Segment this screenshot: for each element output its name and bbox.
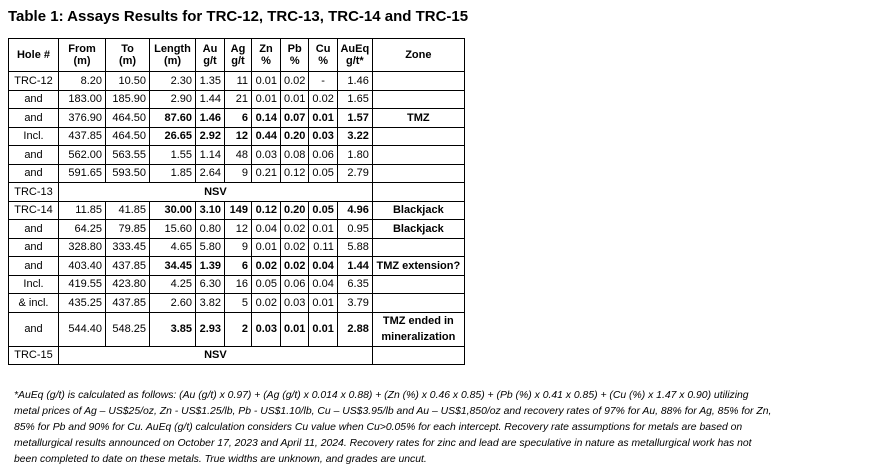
cu-cell: 0.05 [309, 164, 337, 183]
ag-cell: 21 [225, 90, 252, 109]
to-cell: 548.25 [106, 312, 150, 346]
length-cell: 2.30 [150, 72, 196, 91]
zone-cell: TMZ ended in mineralization [372, 312, 464, 346]
au-cell: 1.39 [196, 257, 225, 276]
zone-cell [372, 72, 464, 91]
to-cell: 41.85 [106, 201, 150, 220]
zone-cell [372, 275, 464, 294]
table-row [9, 127, 465, 146]
au-cell: 3.10 [196, 201, 225, 220]
hole-cell: TRC-12 [9, 72, 59, 91]
ag-cell: 6 [225, 109, 252, 128]
cu-cell: 0.03 [309, 127, 337, 146]
to-cell: 185.90 [106, 90, 150, 109]
pb-cell: 0.03 [281, 294, 309, 313]
from-cell: 11.85 [59, 201, 106, 220]
ag-cell: 6 [225, 257, 252, 276]
from-cell: 544.40 [59, 312, 106, 346]
length-cell: 30.00 [150, 201, 196, 220]
au-cell: 6.30 [196, 275, 225, 294]
from-cell: 419.55 [59, 275, 106, 294]
to-cell: 593.50 [106, 164, 150, 183]
zone-cell: Blackjack [372, 201, 464, 220]
au-cell: 2.92 [196, 127, 225, 146]
table-row [9, 90, 465, 109]
ag-cell: 149 [225, 201, 252, 220]
cu-cell: 0.01 [309, 109, 337, 128]
cu-cell: 0.11 [309, 238, 337, 257]
assays-table [8, 38, 465, 365]
nsv-row [9, 346, 465, 365]
pb-cell: 0.06 [281, 275, 309, 294]
au-cell: 2.93 [196, 312, 225, 346]
zone-cell: TMZ [372, 109, 464, 128]
zn-cell: 0.44 [252, 127, 281, 146]
cu-cell: 0.04 [309, 257, 337, 276]
hole-cell: and [9, 312, 59, 346]
zn-cell: 0.01 [252, 238, 281, 257]
table-row [9, 109, 465, 128]
hole-cell: and [9, 257, 59, 276]
aueq-cell: 5.88 [337, 238, 372, 257]
table-row [9, 312, 465, 346]
zone-cell [372, 183, 464, 202]
pb-cell: 0.07 [281, 109, 309, 128]
ag-cell: 11 [225, 72, 252, 91]
table-row [9, 146, 465, 165]
header-hole: Hole # [9, 39, 59, 72]
from-cell: 8.20 [59, 72, 106, 91]
hole-cell: and [9, 220, 59, 239]
header-zone: Zone [372, 39, 464, 72]
zn-cell: 0.21 [252, 164, 281, 183]
length-cell: 26.65 [150, 127, 196, 146]
to-cell: 437.85 [106, 257, 150, 276]
pb-cell: 0.12 [281, 164, 309, 183]
pb-cell: 0.20 [281, 127, 309, 146]
zn-cell: 0.02 [252, 294, 281, 313]
zn-cell: 0.01 [252, 72, 281, 91]
zone-cell [372, 164, 464, 183]
length-cell: 4.25 [150, 275, 196, 294]
aueq-cell: 4.96 [337, 201, 372, 220]
aueq-cell: 0.95 [337, 220, 372, 239]
from-cell: 437.85 [59, 127, 106, 146]
table-row [9, 238, 465, 257]
pb-cell: 0.20 [281, 201, 309, 220]
table-row [9, 275, 465, 294]
ag-cell: 12 [225, 127, 252, 146]
to-cell: 423.80 [106, 275, 150, 294]
to-cell: 464.50 [106, 127, 150, 146]
cu-cell: 0.05 [309, 201, 337, 220]
length-cell: 3.85 [150, 312, 196, 346]
length-cell: 1.85 [150, 164, 196, 183]
aueq-cell: 3.79 [337, 294, 372, 313]
aueq-cell: 2.79 [337, 164, 372, 183]
aueq-cell: 1.57 [337, 109, 372, 128]
ag-cell: 16 [225, 275, 252, 294]
au-cell: 3.82 [196, 294, 225, 313]
zone-cell [372, 127, 464, 146]
from-cell: 591.65 [59, 164, 106, 183]
au-cell: 2.64 [196, 164, 225, 183]
from-cell: 376.90 [59, 109, 106, 128]
ag-cell: 12 [225, 220, 252, 239]
au-cell: 1.35 [196, 72, 225, 91]
header-length: Length (m) [150, 39, 196, 72]
aueq-cell: 6.35 [337, 275, 372, 294]
hole-cell: and [9, 109, 59, 128]
aueq-cell: 1.80 [337, 146, 372, 165]
aueq-cell: 1.65 [337, 90, 372, 109]
length-cell: 1.55 [150, 146, 196, 165]
cu-cell: - [309, 72, 337, 91]
au-cell: 1.46 [196, 109, 225, 128]
length-cell: 87.60 [150, 109, 196, 128]
length-cell: 2.90 [150, 90, 196, 109]
au-cell: 1.14 [196, 146, 225, 165]
from-cell: 328.80 [59, 238, 106, 257]
cu-cell: 0.04 [309, 275, 337, 294]
header-pb: Pb % [281, 39, 309, 72]
hole-cell: TRC-14 [9, 201, 59, 220]
cu-cell: 0.01 [309, 294, 337, 313]
nsv-cell: NSV [59, 183, 373, 202]
zone-cell: Blackjack [372, 220, 464, 239]
au-cell: 0.80 [196, 220, 225, 239]
nsv-cell: NSV [59, 346, 373, 365]
table-row [9, 164, 465, 183]
header-from: From (m) [59, 39, 106, 72]
length-cell: 34.45 [150, 257, 196, 276]
to-cell: 10.50 [106, 72, 150, 91]
zone-cell [372, 346, 464, 365]
header-cu: Cu % [309, 39, 337, 72]
hole-cell: Incl. [9, 275, 59, 294]
au-cell: 5.80 [196, 238, 225, 257]
pb-cell: 0.02 [281, 257, 309, 276]
to-cell: 333.45 [106, 238, 150, 257]
zn-cell: 0.01 [252, 90, 281, 109]
ag-cell: 9 [225, 164, 252, 183]
to-cell: 464.50 [106, 109, 150, 128]
from-cell: 64.25 [59, 220, 106, 239]
hole-cell: and [9, 164, 59, 183]
hole-cell: TRC-13 [9, 183, 59, 202]
hole-cell: and [9, 90, 59, 109]
pb-cell: 0.01 [281, 312, 309, 346]
aueq-cell: 3.22 [337, 127, 372, 146]
zn-cell: 0.02 [252, 257, 281, 276]
from-cell: 183.00 [59, 90, 106, 109]
zn-cell: 0.04 [252, 220, 281, 239]
hole-cell: Incl. [9, 127, 59, 146]
to-cell: 79.85 [106, 220, 150, 239]
table-row [9, 257, 465, 276]
zone-cell [372, 238, 464, 257]
header-row [9, 39, 465, 72]
ag-cell: 9 [225, 238, 252, 257]
header-aueq: AuEq g/t* [337, 39, 372, 72]
table-row [9, 220, 465, 239]
ag-cell: 48 [225, 146, 252, 165]
length-cell: 2.60 [150, 294, 196, 313]
pb-cell: 0.08 [281, 146, 309, 165]
cu-cell: 0.06 [309, 146, 337, 165]
pb-cell: 0.02 [281, 72, 309, 91]
from-cell: 435.25 [59, 294, 106, 313]
table-row [9, 294, 465, 313]
to-cell: 437.85 [106, 294, 150, 313]
zone-cell [372, 294, 464, 313]
ag-cell: 5 [225, 294, 252, 313]
aueq-cell: 1.44 [337, 257, 372, 276]
au-cell: 1.44 [196, 90, 225, 109]
zone-cell [372, 146, 464, 165]
zn-cell: 0.05 [252, 275, 281, 294]
to-cell: 563.55 [106, 146, 150, 165]
header-ag: Ag g/t [225, 39, 252, 72]
hole-cell: & incl. [9, 294, 59, 313]
hole-cell: TRC-15 [9, 346, 59, 365]
nsv-row [9, 183, 465, 202]
pb-cell: 0.01 [281, 90, 309, 109]
zone-cell: TMZ extension? [372, 257, 464, 276]
pb-cell: 0.02 [281, 220, 309, 239]
footnote: *AuEq (g/t) is calculated as follows: (Au (g/t) x 0.97) + (Ag (g/t) x 0.014 x 0.88) + (Zn (%) x 0.46 x 0.85) + (Pb (%) x 0.41 x 0.85) + (Cu (%) x 1.47 x 0.90) utilizing metal prices of Ag – US$25/oz, Zn - US$1.25/lb, Pb - US$1.10/lb, Cu – US$3.95/lb and Au – US$1,850/oz and recovery rates of 97% for Au, 88% for Ag, 85% for Zn, 85% for Pb and 90% for Cu. AuEq (g/t) calculation considers Cu value when Cu>0.05% for each intercept. Recovery rate assumptions for metals are based on metallurgical results announced on October 17, 2023 and April 11, 2024. Recovery rates for zinc and lead are speculative in nature as metallurgical work has not been completed to date on these metals. True widths are unknown, and grades are uncut. [14, 390, 772, 465]
hole-cell: and [9, 146, 59, 165]
from-cell: 562.00 [59, 146, 106, 165]
pb-cell: 0.02 [281, 238, 309, 257]
zn-cell: 0.14 [252, 109, 281, 128]
zone-cell [372, 90, 464, 109]
header-zn: Zn % [252, 39, 281, 72]
from-cell: 403.40 [59, 257, 106, 276]
cu-cell: 0.01 [309, 220, 337, 239]
table-row [9, 72, 465, 91]
table-row [9, 201, 465, 220]
zn-cell: 0.12 [252, 201, 281, 220]
ag-cell: 2 [225, 312, 252, 346]
hole-cell: and [9, 238, 59, 257]
length-cell: 4.65 [150, 238, 196, 257]
aueq-cell: 1.46 [337, 72, 372, 91]
length-cell: 15.60 [150, 220, 196, 239]
table-title: Table 1: Assays Results for TRC-12, TRC-13, TRC-14 and TRC-15 [8, 8, 469, 25]
zn-cell: 0.03 [252, 146, 281, 165]
cu-cell: 0.02 [309, 90, 337, 109]
aueq-cell: 2.88 [337, 312, 372, 346]
zn-cell: 0.03 [252, 312, 281, 346]
header-au: Au g/t [196, 39, 225, 72]
header-to: To (m) [106, 39, 150, 72]
cu-cell: 0.01 [309, 312, 337, 346]
